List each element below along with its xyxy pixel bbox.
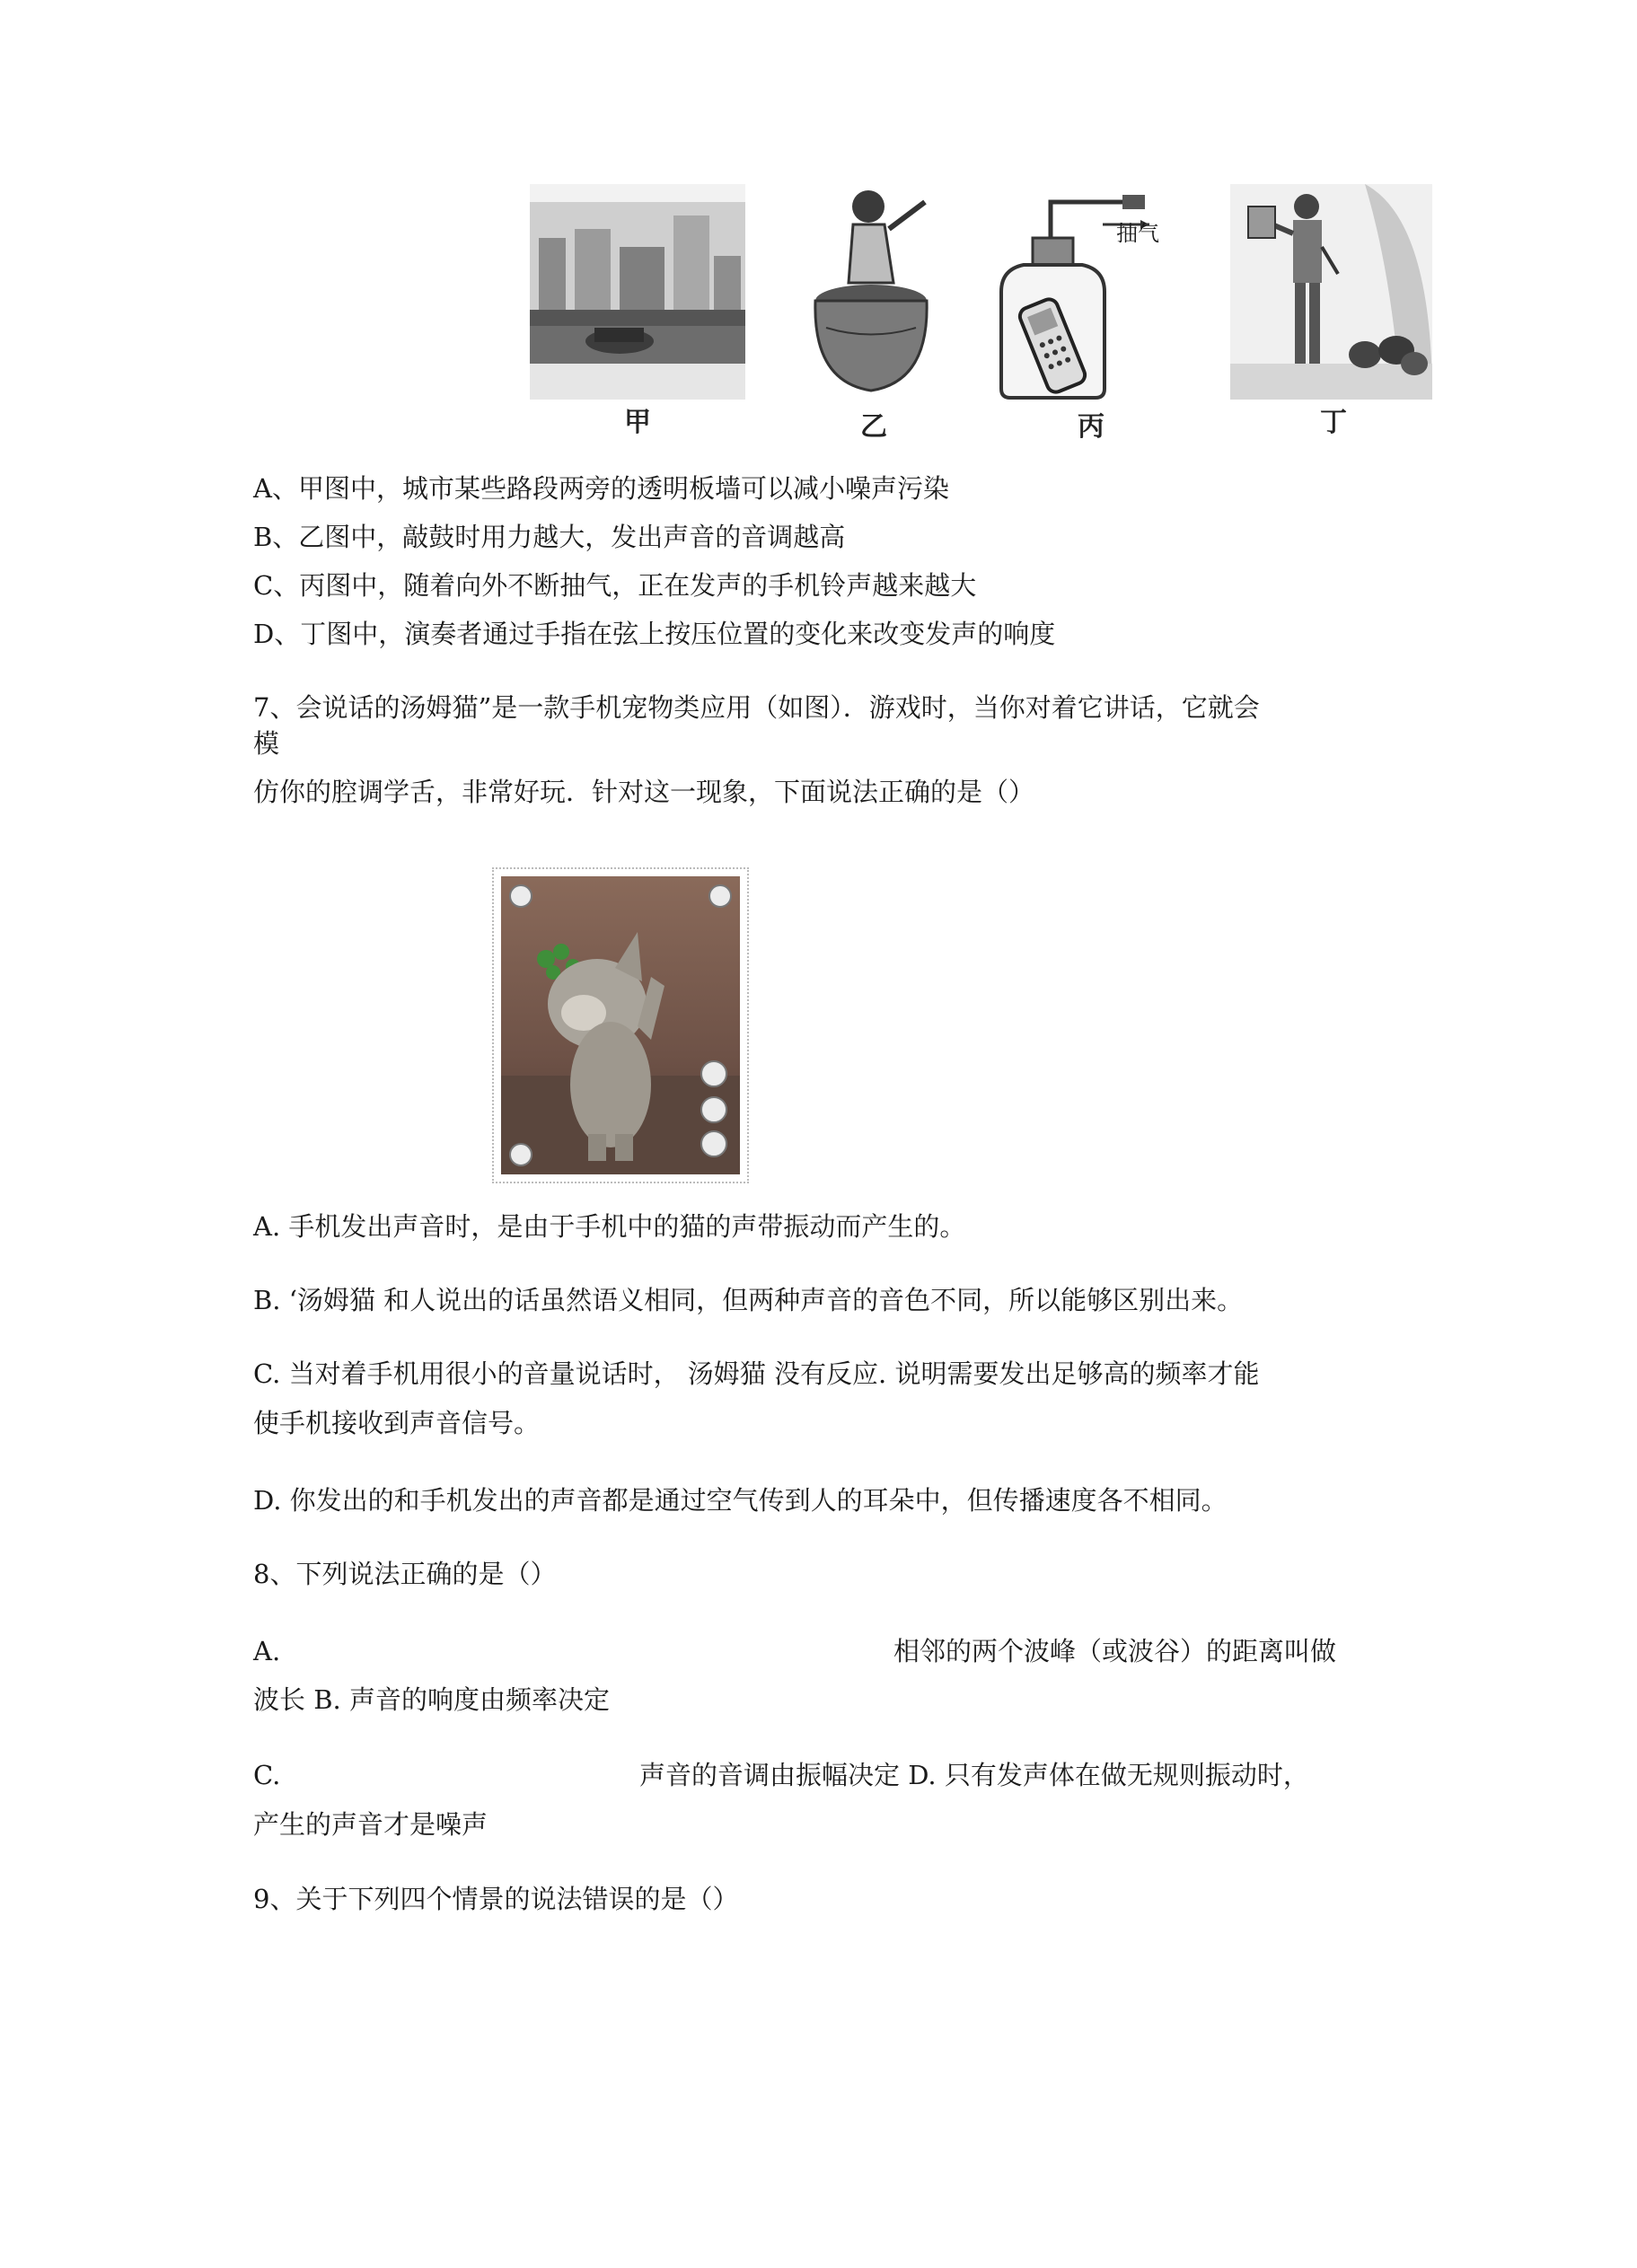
q7-option-c-line1: C. 当对着手机用很小的音量说话时， 汤姆猫 没有反应. 说明需要发出足够高的频率才能 [253,1358,1260,1389]
q8-option-c-text: 声音的音调由振幅决定 D. 只有发声体在做无规则振动时， [639,1760,1309,1790]
q7-stem-line1: 7、会说话的汤姆猫”是一款手机宠物类应用（如图）．游戏时，当你对着它讲话，它就会 [253,692,1260,723]
figure-ding [1230,184,1432,400]
pump-label: 抽气 [1116,221,1159,246]
q8-option-c-continued: 产生的声音才是噪声 [253,1809,488,1840]
q7-option-a: A. 手机发出声音时，是由于手机中的猫的声带振动而产生的。 [253,1211,966,1242]
q7-stem-line3: 仿你的腔调学舌，非常好玩．针对这一现象，下面说法正确的是（） [253,777,1035,807]
q9-stem: 9、关于下列四个情景的说法错误的是（） [253,1884,739,1914]
q8-option-c-label: C. [253,1760,281,1790]
q6-option-b: B、乙图中，敲鼓时用力越大，发出声音的音调越高 [253,522,846,552]
caption-yi: 乙 [860,411,887,443]
q7-option-d: D. 你发出的和手机发出的声音都是通过空气传到人的耳朵中，但传播速度各不相同。 [253,1485,1228,1516]
q8-option-a-text: 相邻的两个波峰（或波谷）的距离叫做 [893,1636,1337,1666]
caption-bing: 丙 [1078,411,1105,443]
q7-option-c-line2: 使手机接收到声音信号。 [253,1408,541,1438]
q8-option-a-continued: 波长 B. 声音的响度由频率决定 [253,1684,610,1715]
tom-cat-figure [492,867,749,1183]
caption-jia: 甲 [624,407,651,438]
q8-option-a-label: A. [253,1636,281,1666]
caption-ding: 丁 [1320,407,1347,438]
q6-option-d: D、丁图中，演奏者通过手指在弦上按压位置的变化来改变发声的响度 [253,619,1056,649]
figure-yi [804,184,943,404]
q7-stem-line2: 模 [253,728,280,759]
q7-option-b: B. ‘汤姆猫 和人说出的话虽然语义相同，但两种声音的音色不同，所以能够区别出来。 [253,1285,1244,1315]
figure-jia [530,184,745,400]
q6-option-a: A、甲图中，城市某些路段两旁的透明板墙可以减小噪声污染 [253,473,949,504]
q8-stem: 8、下列说法正确的是（） [253,1559,557,1589]
q6-option-c: C、丙图中，随着向外不断抽气，正在发声的手机铃声越来越大 [253,570,977,601]
